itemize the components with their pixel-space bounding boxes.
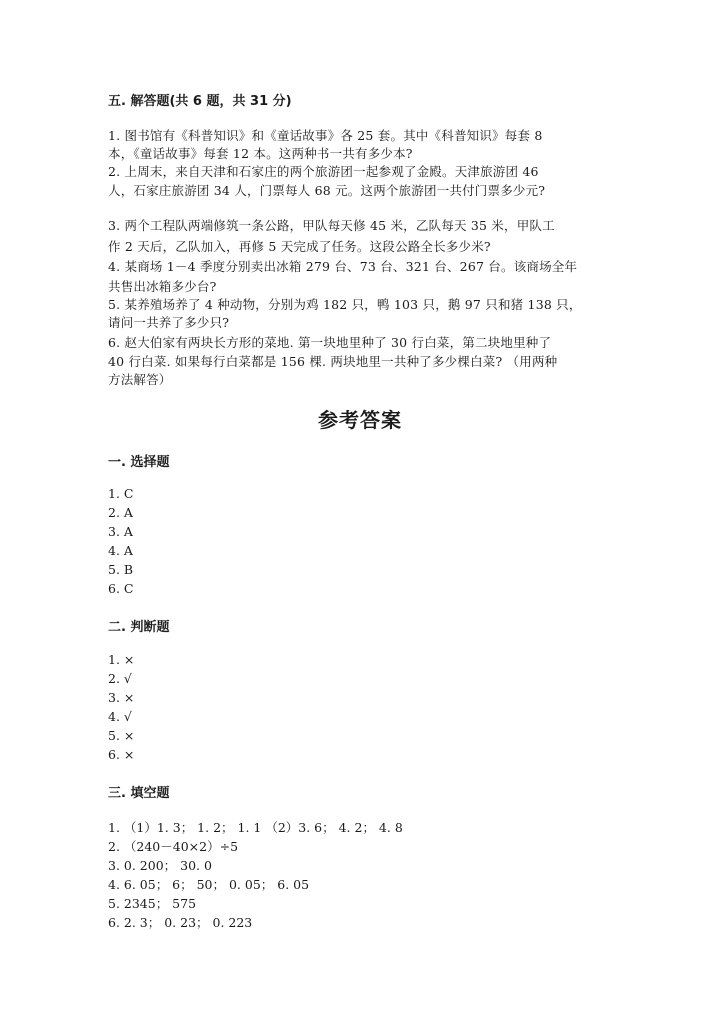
q6-line1: 6. 赵大伯家有两块长方形的菜地. 第一块地里种了 30 行白菜，第二块地里种了 bbox=[108, 335, 552, 350]
judge-answer-5: 5. × bbox=[108, 728, 135, 743]
q1-line1: 1. 图书馆有《科普知识》和《童话故事》各 25 套。其中《科普知识》每套 8 bbox=[108, 128, 543, 143]
q6-line3: 方法解答） bbox=[108, 372, 172, 387]
q6-line2: 40 行白菜. 如果每行白菜都是 156 棵. 两块地里一共种了多少棵白菜? （用两种 bbox=[108, 354, 558, 369]
fill-answer-2: 2. （240－40×2）÷5 bbox=[108, 839, 239, 854]
choice-answer-5: 5. B bbox=[108, 562, 134, 577]
q5-line1: 5. 某养殖场养了 4 种动物，分别为鸡 182 只，鸭 103 只，鹅 97 只和猪 138 只， bbox=[108, 297, 582, 312]
judge-answer-3: 3. × bbox=[108, 690, 135, 705]
judge-answer-4: 4. √ bbox=[108, 709, 132, 724]
judge-answer-1: 1. × bbox=[108, 652, 135, 667]
q3-line1: 3. 两个工程队两端修筑一条公路，甲队每天修 45 米，乙队每天 35 米，甲队工 bbox=[108, 218, 555, 233]
judge-answer-2: 2. √ bbox=[108, 671, 132, 686]
fill-answer-5: 5. 2345； 575 bbox=[108, 896, 197, 911]
choice-section-title: 一. 选择题 bbox=[108, 455, 170, 470]
choice-answer-4: 4. A bbox=[108, 543, 133, 558]
judge-section-title: 二. 判断题 bbox=[108, 620, 170, 635]
answers-title: 参考答案 bbox=[318, 408, 402, 432]
judge-answer-6: 6. × bbox=[108, 747, 135, 762]
section5-title: 五. 解答题(共 6 题，共 31 分) bbox=[108, 94, 292, 109]
fill-answer-1: 1. （1）1. 3； 1. 2； 1. 1 （2）3. 6； 4. 2； 4. 8 bbox=[108, 820, 403, 835]
fill-section-title: 三. 填空题 bbox=[108, 786, 170, 801]
q2-line1: 2. 上周末，来自天津和石家庄的两个旅游团一起参观了金殿。天津旅游团 46 bbox=[108, 164, 539, 179]
choice-answer-1: 1. C bbox=[108, 486, 134, 501]
q3-line2: 作 2 天后，乙队加入，再修 5 天完成了任务。这段公路全长多少米? bbox=[108, 239, 491, 254]
q2-line2: 人，石家庄旅游团 34 人，门票每人 68 元。这两个旅游团一共付门票多少元? bbox=[108, 183, 546, 198]
q4-line2: 共售出冰箱多少台? bbox=[108, 279, 217, 294]
q1-line2: 本，《童话故事》每套 12 本。这两种书一共有多少本? bbox=[108, 146, 413, 161]
fill-answer-3: 3. 0. 200； 30. 0 bbox=[108, 858, 212, 873]
choice-answer-3: 3. A bbox=[108, 524, 133, 539]
choice-answer-6: 6. C bbox=[108, 581, 134, 596]
q4-line1: 4. 某商场 1－4 季度分别卖出冰箱 279 台、73 台、321 台、267 台。该商场全年 bbox=[108, 259, 578, 274]
fill-answer-6: 6. 2. 3； 0. 23； 0. 223 bbox=[108, 915, 253, 930]
q5-line2: 请问一共养了多少只? bbox=[108, 315, 230, 330]
fill-answer-4: 4. 6. 05； 6； 50； 0. 05； 6. 05 bbox=[108, 877, 310, 892]
choice-answer-2: 2. A bbox=[108, 505, 133, 520]
